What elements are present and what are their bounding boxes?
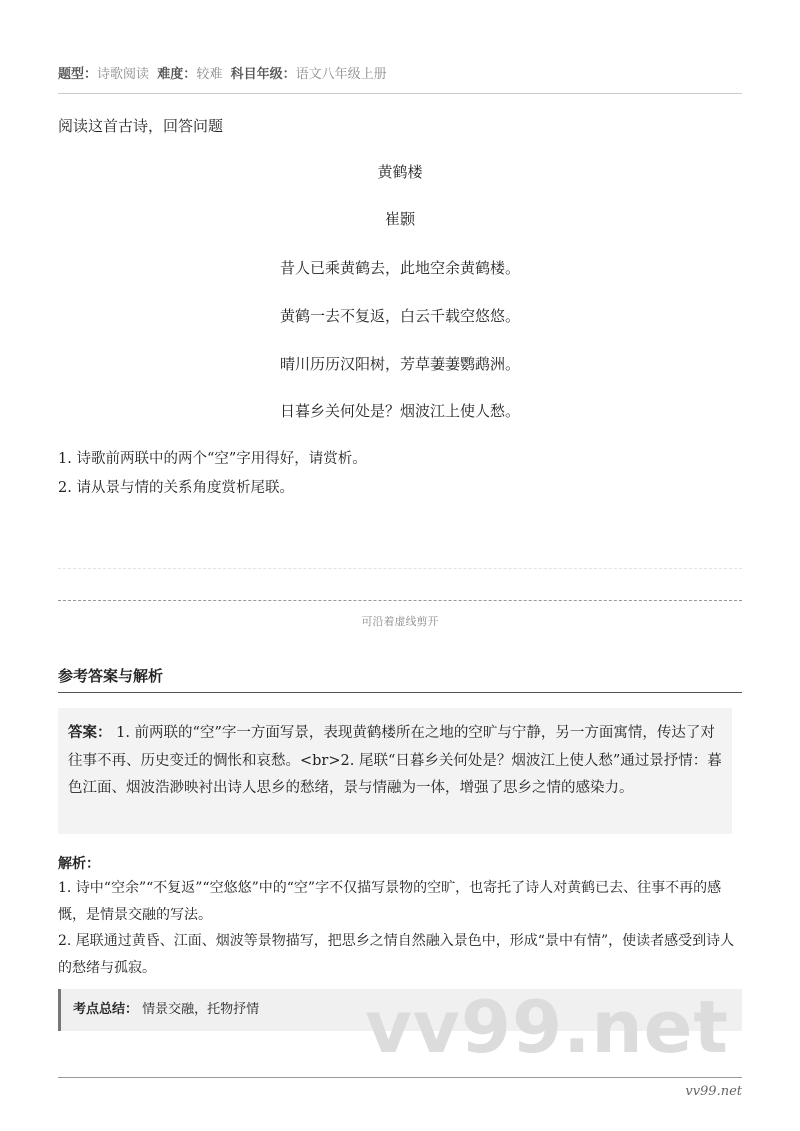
answer-box bbox=[58, 708, 732, 834]
grade-value: 语文八年级上册 bbox=[295, 67, 387, 82]
poem-line: 日暮乡关何处是？烟波江上使人愁。 bbox=[279, 402, 520, 420]
type-label: 题型： bbox=[58, 67, 98, 82]
answer-label: 答案： bbox=[68, 725, 112, 741]
intro-text: 阅读这首古诗，回答问题 bbox=[58, 117, 224, 135]
watermark: vv99.net bbox=[365, 985, 729, 1069]
poem-line: 晴川历历汉阳树，芳草萋萋鹦鹉洲。 bbox=[279, 355, 520, 373]
section-divider bbox=[58, 692, 742, 693]
analysis-item: 1. 诗中“空余”“不复返”“空悠悠”中的“空”字不仅描写景物的空旷，也寄托了诗人对黄鹤已去、往事不再的感慨，是情景交融的写法。 bbox=[58, 880, 722, 923]
analysis-item: 2. 尾联通过黄昏、江面、烟波等景物描写，把思乡之情自然融入景色中，形成“景中有情”，使读者感受到诗人的愁绪与孤寂。 bbox=[58, 933, 735, 976]
cut-line bbox=[58, 600, 742, 601]
summary-value: 情景交融，托物抒情 bbox=[142, 1002, 260, 1017]
answer-text: 1. 前两联的“空”字一方面写景，表现黄鹤楼所在之地的空旷与宁静，另一方面寓情，传达了对往事不再、历史变迁的惆怅和哀愁。<br>2. 尾联“日暮乡关何处是？烟波江上使人愁”通过景抒情：暮色江面、烟波浩渺映衬出诗人思乡的愁绪，景与情融为一体，增强了思乡之情的感染力。 bbox=[68, 725, 722, 796]
footer-site: vv99.net bbox=[685, 1084, 742, 1099]
footer-divider bbox=[58, 1077, 742, 1078]
difficulty-label: 难度： bbox=[157, 67, 197, 82]
question-meta bbox=[58, 63, 387, 82]
summary-label: 考点总结： bbox=[73, 1002, 139, 1017]
divider bbox=[58, 93, 742, 94]
poem-title: 黄鹤楼 bbox=[377, 163, 423, 181]
difficulty-value: 较难 bbox=[196, 67, 223, 82]
grade-label: 科目年级： bbox=[230, 67, 296, 82]
answer-section-title: 参考答案与解析 bbox=[58, 667, 164, 685]
poem-line: 黄鹤一去不复返，白云千载空悠悠。 bbox=[279, 307, 520, 325]
cut-hint: 可沿着虚线剪开 bbox=[361, 615, 439, 628]
analysis-body bbox=[58, 875, 742, 981]
poem-author: 崔颢 bbox=[384, 210, 415, 228]
answer-space-line bbox=[58, 568, 742, 569]
question-2: 2. 请从景与情的关系角度赏析尾联。 bbox=[58, 480, 294, 496]
question-1: 1. 诗歌前两联中的两个“空”字用得好，请赏析。 bbox=[58, 451, 367, 467]
analysis-label: 解析： bbox=[58, 856, 100, 872]
poem-line: 昔人已乘黄鹤去，此地空余黄鹤楼。 bbox=[279, 259, 520, 277]
summary-box bbox=[58, 989, 742, 1031]
type-value: 诗歌阅读 bbox=[97, 67, 150, 82]
